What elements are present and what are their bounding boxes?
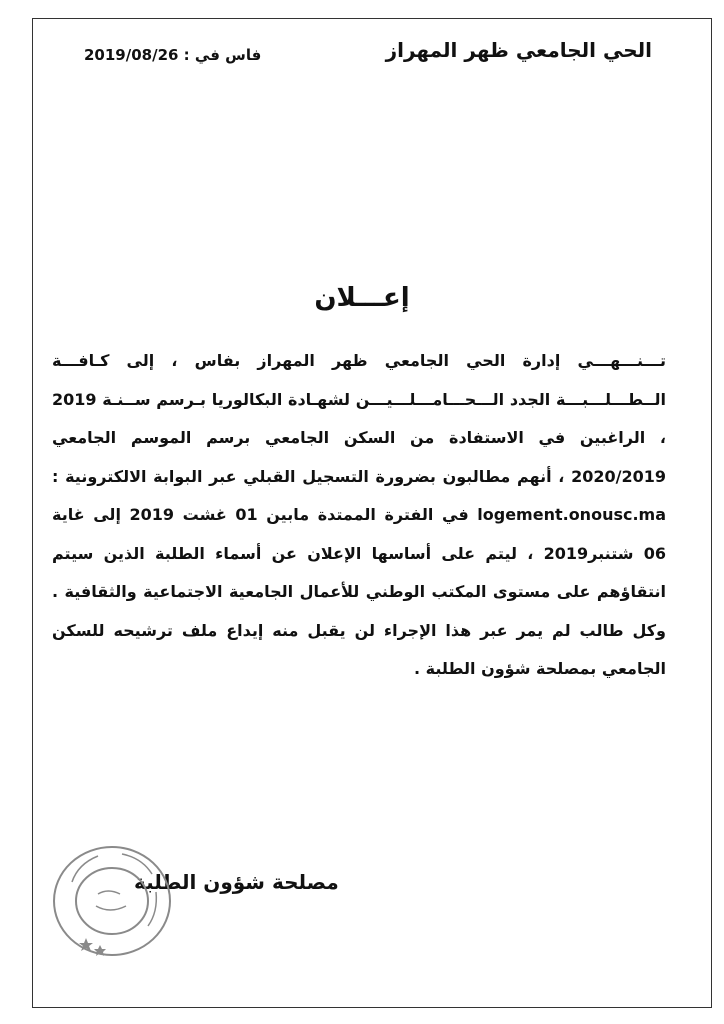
official-stamp xyxy=(48,842,176,960)
stamp-outer-ring xyxy=(54,847,170,955)
organization-header: الحي الجامعي ظهر المهراز xyxy=(385,38,652,62)
stamp-stars xyxy=(79,938,106,956)
announcement-title: إعـــلان xyxy=(314,283,410,313)
announcement-body: تـــنـــهـــي إدارة الحي الجامعي ظهر المهراز بفاس ، إلى كـافـــة الــطـــلـــبـــة الجدد الـــحـــامـــلـــيـــن لشهـادة البكالوريا بـرسم ســنـة 2019 ، الراغبين في الاستفادة من السكن الجامعي برسم الموسم الجامعي 2020/2019 ، أنهم مطالبون بضرورة التسجيل القبلي عبر البوابة الالكترونية : logement.onousc.ma في الفترة الممتدة مابين 01 غشت 2019 إلى غاية 06 شتنبر2019 ، ليتم على أساسها الإعلان عن أسماء الطلبة الذين سيتم انتقاؤهم على مستوى المكتب الوطني للأعمال الجامعية الاجتماعية والثقافية . وكل طالب لم يمر عبر هذا الإجراء لن يقبل منه إيداع ملف ترشيحه للسكن الجامعي بمصلحة شؤون الطلبة . xyxy=(52,351,667,678)
signature-department: مصلحة شؤون الطلبة xyxy=(134,870,339,894)
stamp-inner-ring xyxy=(76,868,148,934)
date-line: فاس في : 2019/08/26 xyxy=(84,46,262,64)
